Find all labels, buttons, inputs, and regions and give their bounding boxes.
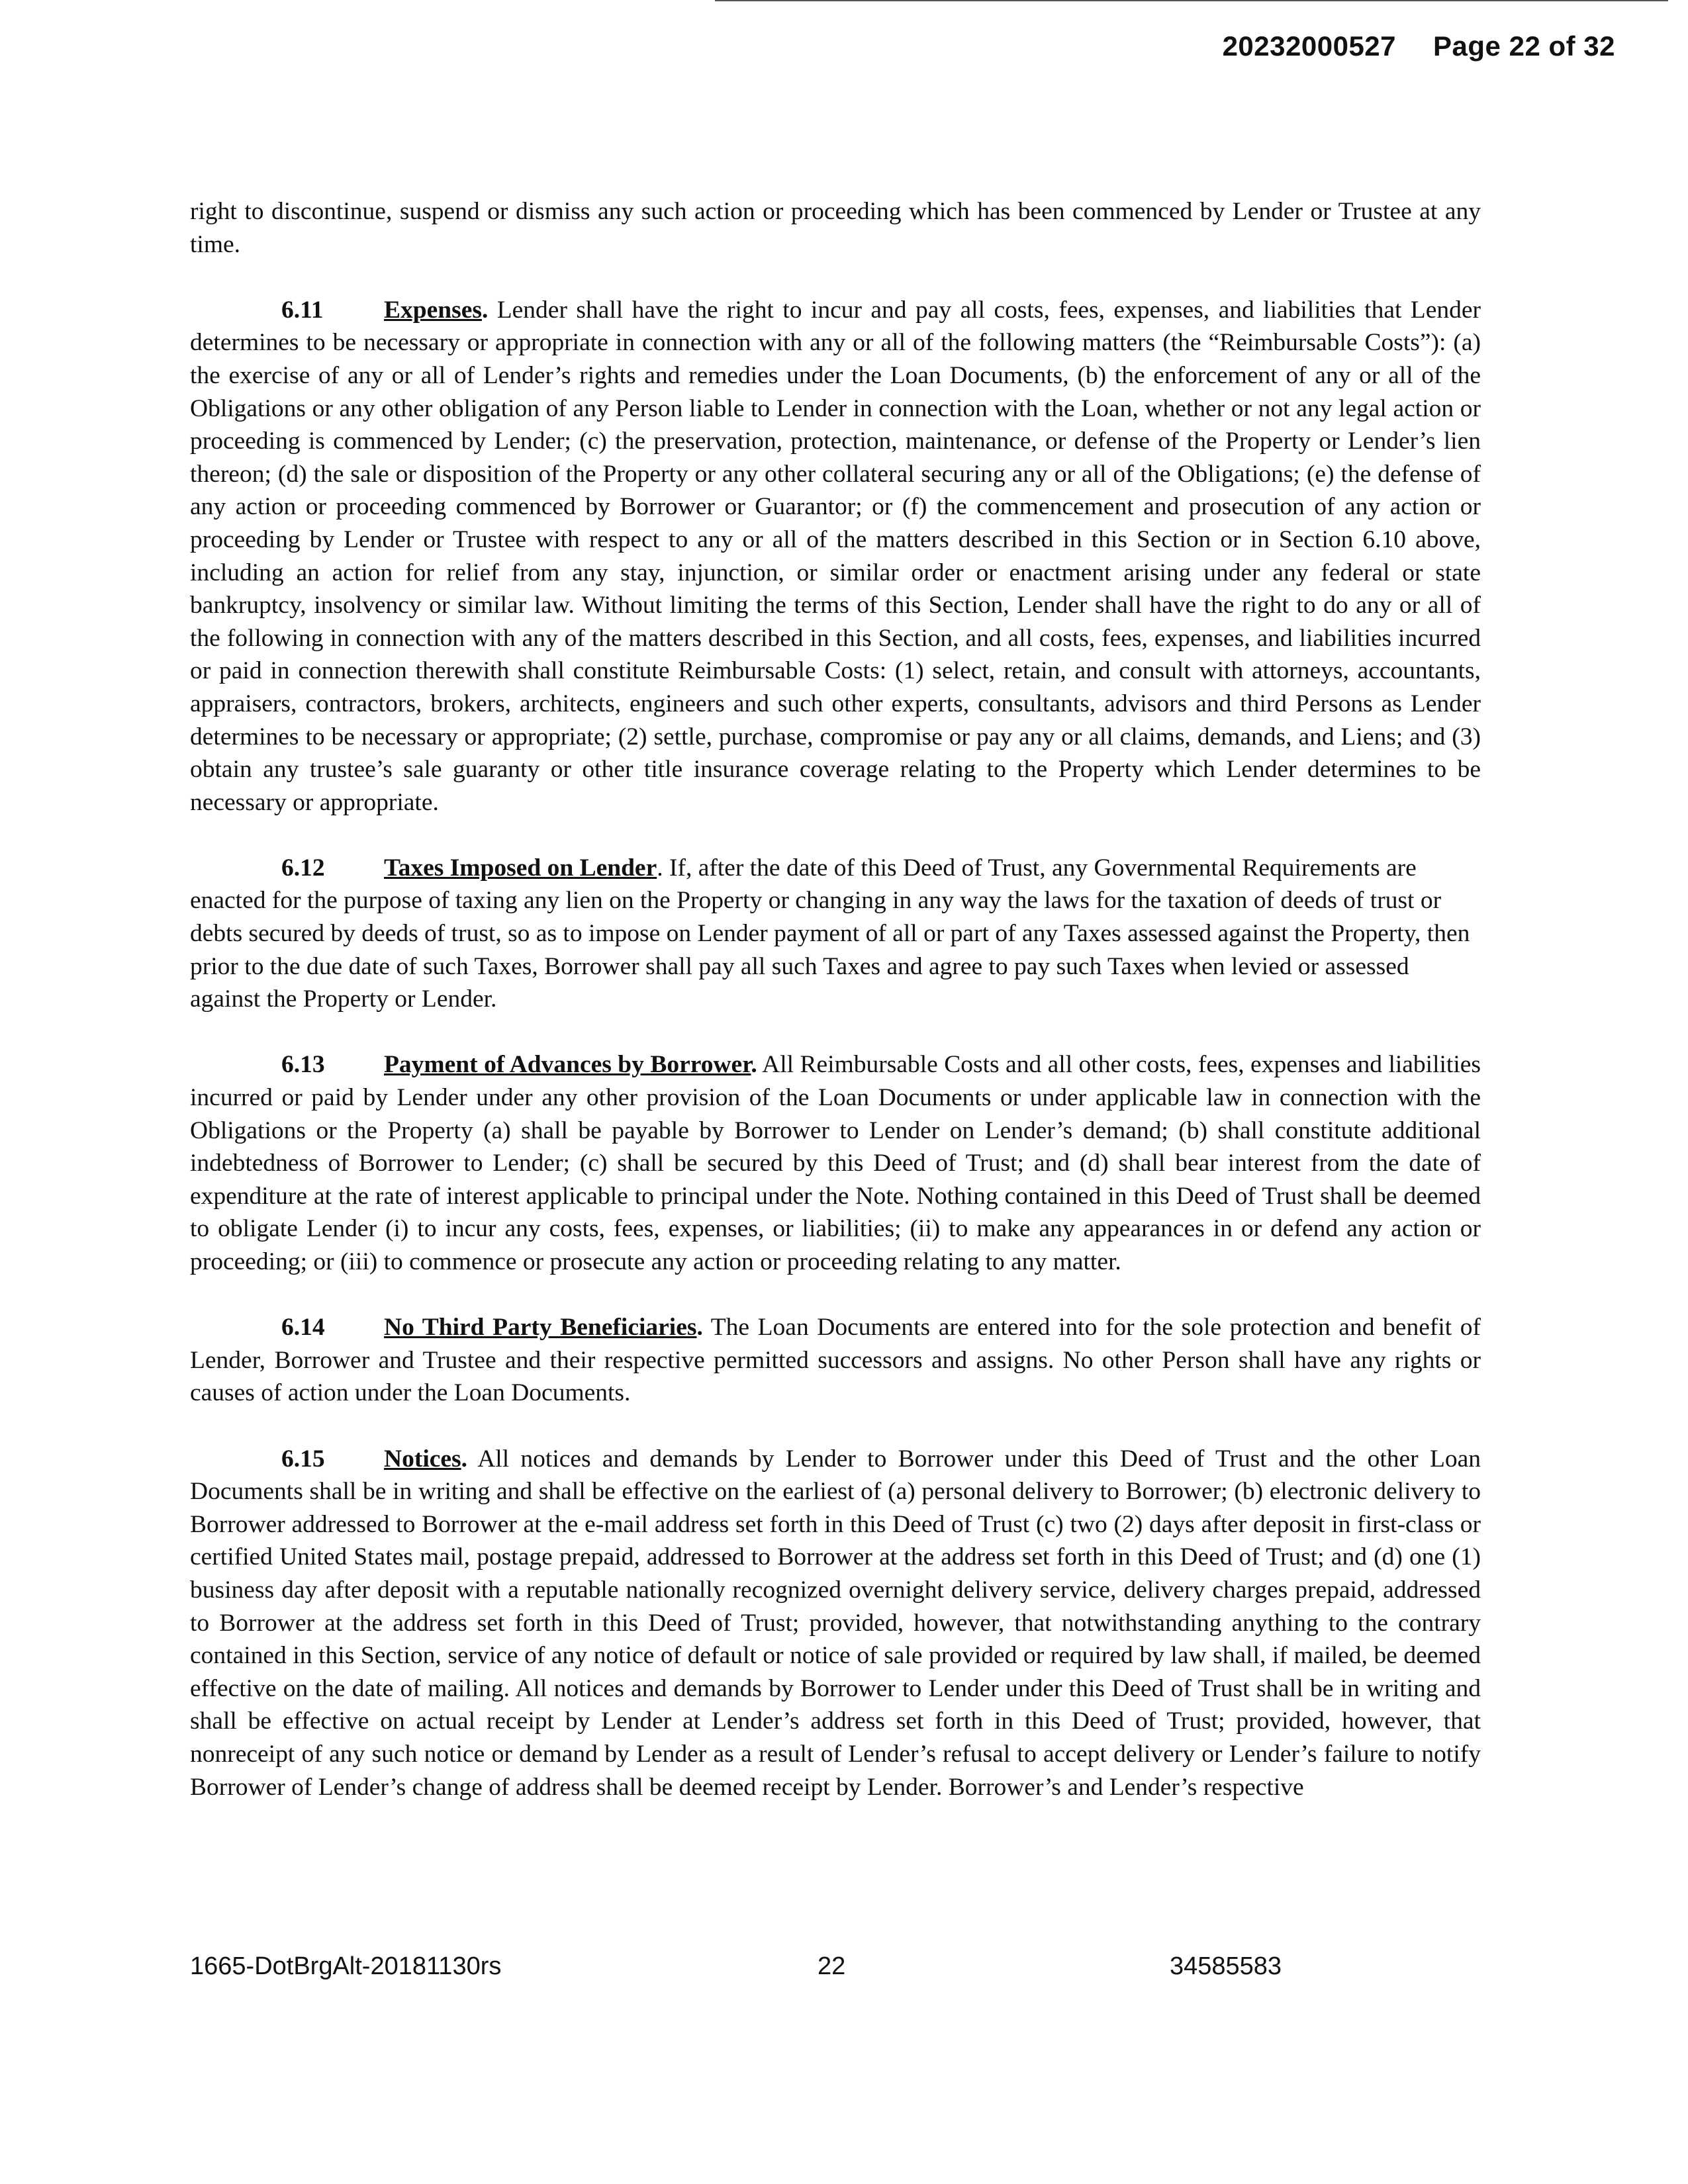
section-title: No Third Party Beneficiaries	[384, 1314, 697, 1342]
document-body	[190, 195, 1481, 1803]
section-title: Notices	[384, 1445, 461, 1473]
footer-page-number: 22	[818, 1952, 846, 1980]
footer-doc-number: 34585583	[1170, 1952, 1282, 1980]
section-body: All notices and demands by Lender to Borrower under this Deed of Trust and the other Loan Documents shall be in writing and shall be effective on the earliest of (a) personal delivery to Borrower; (b) electronic delivery to Borrower addressed to Borrower at the e-mail address set forth in this Deed of Trust (c) two (2) days after deposit in first-class or certified United States mail, postage prepaid, addressed to Borrower at the address set forth in this Deed of Trust; and (d) one (1) business day after deposit with a reputable nationally recognized overnight delivery service, delivery charges prepaid, addressed to Borrower at the address set forth in this Deed of Trust; provided, however, that notwithstanding anything to the contrary contained in this Section, service of any notice of default or notice of sale provided or required by law shall, if mailed, be deemed effective on the date of mailing. All notices and demands by Borrower to Lender under this Deed of Trust shall be in writing and shall be effective on actual receipt by Lender at Lender’s address set forth in this Deed of Trust; provided, however, that nonreceipt of any such notice or demand by Lender as a result of Lender’s refusal to accept delivery or Lender’s failure to notify Borrower of Lender’s change of address shall be deemed receipt by Lender. Borrower’s and Lender’s respective	[190, 1445, 1481, 1801]
title-period: .	[751, 1051, 757, 1079]
section-body: All Reimbursable Costs and all other costs, fees, expenses and liabilities incurred or paid by Lender under any other provision of the Loan Documents or under applicable law in connection with the Obligations or the Property (a) shall be payable by Borrower to Lender on Lender’s demand; (b) shall constitute additional indebtedness of Borrower to Lender; (c) shall be secured by this Deed of Trust; and (d) shall bear interest from the date of expenditure at the rate of interest applicable to principal under the Note. Nothing contained in this Deed of Trust shall be deemed to obligate Lender (i) to incur any costs, fees, expenses, or liabilities; (ii) to make any appearances in or defend any action or proceeding; or (iii) to commence or prosecute any action or proceeding relating to any matter.	[190, 1051, 1481, 1275]
section-title: Taxes Imposed on Lender	[384, 854, 657, 882]
page-footer	[190, 1952, 1481, 1985]
section-number: 6.13	[281, 1051, 325, 1079]
scan-top-rule	[715, 0, 1668, 1]
section-6-14	[190, 1311, 1481, 1410]
section-title: Payment of Advances by Borrower	[384, 1051, 751, 1079]
page-label: Page 22 of 32	[1433, 30, 1615, 62]
title-period: .	[696, 1314, 703, 1342]
section-body: If, after the date of this Deed of Trust, any Governmental Requirements are enacted for the purpose of taxing any lien on the Property or changing in any way the laws for the taxation of deeds of trust or debts secured by deeds of trust, so as to impose on Lender payment of all or part of any Taxes assessed against the Property, then prior to the due date of such Taxes, Borrower shall pay all such Taxes and agree to pay such Taxes when levied or assessed against the Property or Lender.	[190, 854, 1470, 1013]
section-number: 6.12	[281, 854, 325, 882]
recording-number: 20232000527	[1222, 30, 1397, 62]
title-period: .	[461, 1445, 467, 1473]
section-number: 6.15	[281, 1445, 325, 1473]
section-6-12	[190, 852, 1481, 1016]
section-body: Lender shall have the right to incur and pay all costs, fees, expenses, and liabilities that Lender determines to be necessary or appropriate in connection with any or all of the following matters (the “Reimbursable Costs”): (a) the exercise of any or all of Lender’s rights and remedies under the Loan Documents, (b) the enforcement of any or all of the Obligations or any other obligation of any Person liable to Lender in connection with the Loan, whether or not any legal action or proceeding is commenced by Lender; (c) the preservation, protection, maintenance, or defense of the Property or Lender’s lien thereon; (d) the sale or disposition of the Property or any other collateral securing any or all of the Obligations; (e) the defense of any action or proceeding commenced by Borrower or Guarantor; or (f) the commencement and prosecution of any action or proceeding by Lender or Trustee with respect to any or all of the matters described in this Section or in Section 6.10 above, including an action for relief from any stay, injunction, or similar order or enactment arising under any federal or state bankruptcy, insolvency or similar law. Without limiting the terms of this Section, Lender shall have the right to do any or all of the following in connection with any of the matters described in this Section, and all costs, fees, expenses, and liabilities incurred or paid in connection therewith shall constitute Reimbursable Costs: (1) select, retain, and consult with attorneys, accountants, appraisers, contractors, brokers, architects, engineers and such other experts, consultants, advisors and third Persons as Lender determines to be necessary or appropriate; (2) settle, purchase, compromise or pay any or all claims, demands, and Liens; and (3) obtain any trustee’s sale guaranty or other title insurance coverage relating to the Property which Lender determines to be necessary or appropriate.	[190, 296, 1481, 816]
section-6-11	[190, 294, 1481, 819]
section-number: 6.14	[281, 1314, 325, 1342]
title-period: .	[657, 854, 663, 882]
section-6-15	[190, 1443, 1481, 1804]
section-6-13	[190, 1048, 1481, 1278]
title-period: .	[481, 296, 489, 324]
footer-doc-code: 1665-DotBrgAlt-20181130rs	[190, 1952, 502, 1980]
section-number: 6.11	[281, 296, 324, 324]
page-header	[1223, 30, 1615, 62]
section-body: The Loan Documents are entered into for the sole protection and benefit of Lender, Borrower and Trustee and their respective permitted successors and assigns. No other Person shall have any rights or causes of action under the Loan Documents.	[190, 1314, 1481, 1407]
continuation-paragraph: right to discontinue, suspend or dismiss any such action or proceeding which has been commenced by Lender or Trustee at any time.	[190, 198, 1481, 258]
section-title: Expenses	[384, 296, 482, 324]
